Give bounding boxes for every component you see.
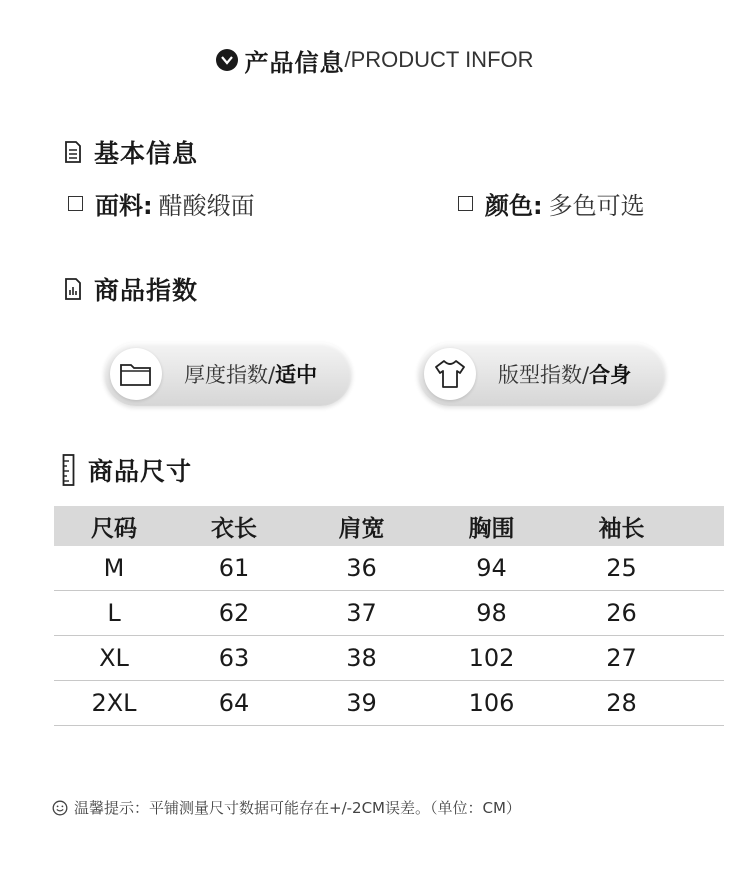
color-label: 颜色: [485,192,543,220]
table-cell: 62 [218,599,250,627]
section-title: 商品尺寸 [88,457,193,486]
page-header [0,40,750,80]
fit-index-value: 合身 [589,363,632,387]
checkbox-icon [68,196,83,211]
ruler-icon [62,454,76,486]
measurement-note [52,797,521,818]
table-cell: 2XL [91,689,137,717]
table-cell: 37 [346,599,377,627]
table-cell: 106 [468,689,515,717]
table-cell: 28 [606,689,637,717]
thickness-index-text: 厚度指数/适中 [184,363,318,387]
table-cell: 27 [606,644,637,672]
table-cell: 98 [476,599,507,627]
fit-index-text: 版型指数/合身 [498,363,632,387]
table-cell: 94 [476,554,507,582]
table-cell: 39 [346,689,377,717]
table-header-cell: 袖长 [598,515,645,542]
table-cell: 38 [346,644,377,672]
section-product-size [62,452,192,488]
table-cell: 26 [606,599,637,627]
checkbox-icon [458,196,473,211]
table-row [54,636,724,681]
table-cell: XL [99,644,129,672]
fit-index-pill [418,342,666,406]
note-text: 温馨提示：平铺测量尺寸数据可能存在+/-2CM误差。（单位：CM） [74,799,521,817]
table-cell: 61 [218,554,250,582]
table-cell: 102 [468,644,515,672]
thickness-index-value: 适中 [275,363,318,387]
thickness-index-pill [104,342,352,406]
page-title: 产品信息 [244,48,345,77]
table-header-cell: 肩宽 [338,515,385,542]
table-cell: M [103,554,125,582]
table-header-cell: 尺码 [91,515,137,542]
table-cell: 63 [218,644,250,672]
section-title: 基本信息 [94,139,199,168]
section-basic-info [64,134,198,170]
section-title: 商品指数 [94,276,199,305]
table-header [54,506,724,546]
fabric-attribute [68,186,255,221]
table-row [54,591,724,636]
table-cell: 25 [606,554,637,582]
color-value: 多色可选 [548,192,645,220]
table-cell: 64 [218,689,250,717]
table-header-cell: 衣长 [211,515,257,542]
folder-icon [110,348,162,400]
table-cell: 36 [346,554,377,582]
color-attribute [458,186,645,221]
smile-icon [52,800,68,816]
chevron-down-icon [216,49,238,71]
document-icon [64,141,82,163]
size-table [54,506,724,726]
tshirt-icon [424,348,476,400]
section-product-index [64,271,198,307]
fabric-label: 面料: [95,192,153,220]
table-row [54,546,724,591]
table-header-cell: 胸围 [468,515,515,542]
chart-document-icon [64,278,82,300]
table-cell: L [107,599,121,627]
page-title-en: /PRODUCT INFOR [344,47,534,72]
table-row [54,681,724,726]
fabric-value: 醋酸缎面 [158,192,255,220]
